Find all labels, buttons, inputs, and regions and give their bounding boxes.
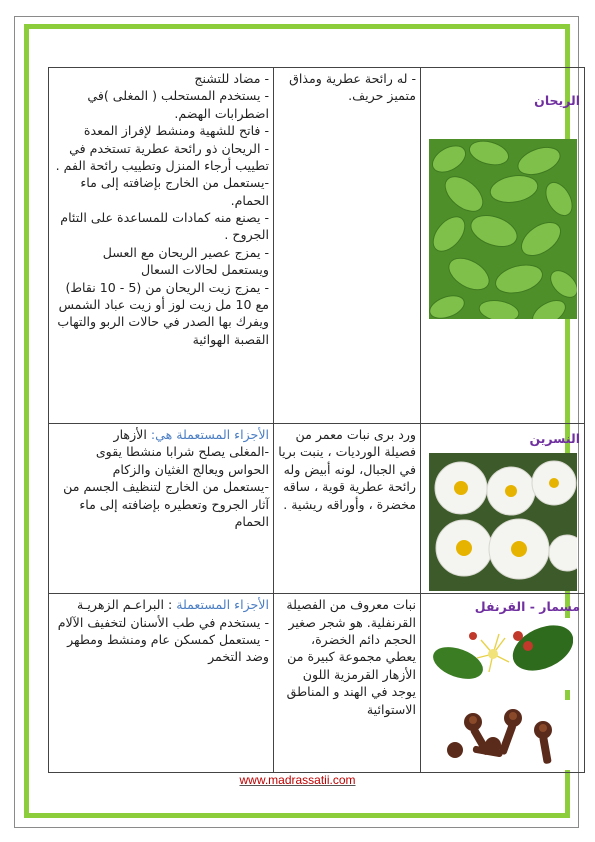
- use-item: - الريحان ذو رائحة عطرية تستخدم في تطييب أرجاء المنزل وتطييب رائحة الفم .: [55, 140, 269, 173]
- used-parts-line: [53, 426, 269, 443]
- plant-description: نبات معروف من الفصيلة القرنفلية. هو شجر صغير الحجم دائم الخضرة، يعطي مجموعة كبيرة من الأزهار القرمزية اللون يوجد في الهند و المناطق الاستوائية: [286, 597, 416, 717]
- plants-table: [48, 67, 585, 773]
- used-parts-label: الأجزاء المستعملة هي:: [150, 427, 269, 442]
- plant-name-cell: [421, 68, 585, 424]
- plant-description-cell: [274, 68, 421, 424]
- table-row-rose: [49, 424, 585, 594]
- clove-buds-image: [433, 700, 573, 770]
- website-link[interactable]: www.madrassatii.com: [239, 773, 356, 787]
- use-item: -يستعمل من الخارج بإضافته إلى ماء الحمام.: [80, 175, 269, 208]
- used-parts-value: : البراعـم الزهريـة: [76, 597, 177, 613]
- plant-uses-cell: [49, 424, 274, 594]
- use-item: - يمزج عصير الريحان مع العسل ويستعمل لحالات السعال: [102, 244, 269, 278]
- table-row-clove: [49, 594, 585, 772]
- table-row-basil: [49, 68, 585, 424]
- use-item: -المغلى يصلح شرابا منشطا يقوى الحواس ويعالج الغثيان والزكام: [95, 444, 269, 477]
- use-item: - يستخدم في طب الأسنان لتخفيف الآلام: [57, 614, 269, 630]
- use-item: - يصنع منه كمادات للمساعدة على التئام الجروح .: [60, 210, 269, 243]
- use-item: - يمزج زيت الريحان من (5 - 10 نقاط) مع 10 مل زيت لوز أو زيت عباد الشمس ويفرك بها الصدر في حالات الربو والتهاب القصبة الهوائية: [57, 279, 269, 347]
- rose-image: [429, 453, 577, 591]
- use-item: -يستعمل من الخارج لتنظيف الجسم من آثار الجروح وتعطيره بإضافته إلى ماء الحمام: [63, 479, 269, 529]
- used-parts-value: الأزهار: [113, 427, 151, 442]
- plant-uses-cell: [49, 68, 274, 424]
- plant-name-cell: [421, 424, 585, 594]
- plant-description: - له رائحة عطرية ومذاق متميز حريف.: [289, 71, 416, 104]
- plant-uses-cell: [49, 594, 274, 772]
- plant-description-cell: [274, 424, 421, 594]
- plant-name: الريحان: [534, 93, 580, 108]
- plant-name: مسمار - القرنفل: [474, 599, 580, 615]
- basil-image: [429, 139, 577, 319]
- use-item: - مضاد للتشنج: [194, 71, 269, 86]
- plant-description: ورد برى نبات معمر من فصيلة الورديات ، ينبت بريا في الجبال، لونه أبيض وله رائحة عطرية قوية ، ساقه مخضرة ، وأوراقه ريشية .: [278, 427, 416, 512]
- use-item: - يستخدم المستحلب ( المغلى )في اضطرابات الهضم.: [87, 88, 269, 121]
- plant-description-cell: [274, 594, 421, 772]
- used-parts-line: [53, 596, 269, 613]
- clove-flower-image: [433, 618, 573, 690]
- plant-name: النسرين: [529, 431, 580, 446]
- used-parts-label: الأجزاء المستعملة: [176, 597, 269, 613]
- website-footer: [0, 773, 595, 787]
- use-item: - فاتح للشهية ومنشط لإفراز المعدة: [83, 123, 269, 139]
- use-item: - يستعمل كمسكن عام ومنشط ومطهر وضد التخمر: [67, 632, 269, 665]
- plant-name-cell: [421, 594, 585, 772]
